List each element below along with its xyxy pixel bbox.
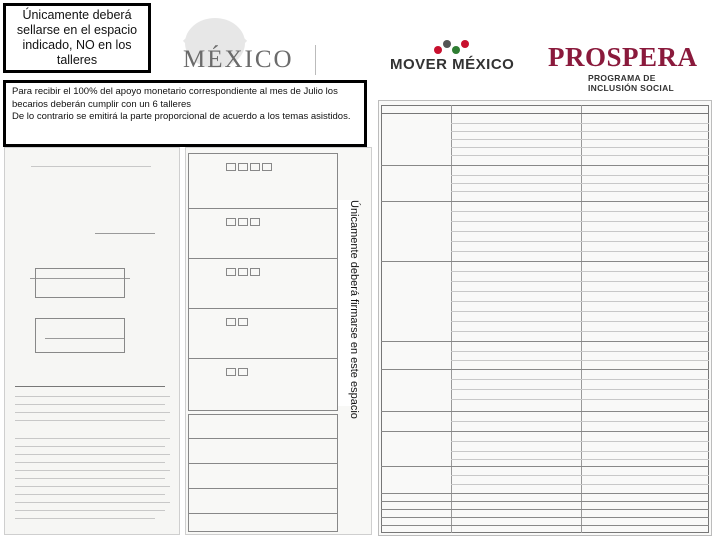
mover-dots-icon — [430, 38, 475, 58]
logo-divider — [315, 45, 316, 75]
topics-table-scan — [378, 100, 712, 536]
prospera-logo-text: PROSPERA — [548, 42, 698, 72]
notice-line-2: De lo contrario se emitirá la parte proporcional de acuerdo a los temas asistidos. — [12, 111, 351, 122]
callout-text: Únicamente deberá sellarse en el espacio indicado, NO en los talleres — [16, 8, 138, 67]
stamp-instruction-callout — [3, 3, 151, 73]
prospera-subtitle: PROGRAMA DE INCLUSIÓN SOCIAL — [588, 73, 675, 93]
notice-line-1: Para recibir el 100% del apoyo monetario correspondiente al mes de Julio los becarios deberán cumplir con un 6 talleres — [12, 86, 338, 110]
mexico-logo — [165, 38, 294, 80]
requirements-notice — [3, 80, 367, 147]
certificate-scan-left — [4, 147, 180, 535]
signature-instruction-vertical — [338, 200, 360, 419]
mover-mexico-text: MOVER MÉXICO — [390, 56, 515, 73]
vertical-note-text: Únicamente deberá firmarse en este espacio — [348, 200, 360, 419]
mover-mexico-logo — [390, 38, 530, 78]
prospera-logo — [548, 42, 718, 92]
mexico-logo-text: MÉXICO — [183, 46, 294, 73]
